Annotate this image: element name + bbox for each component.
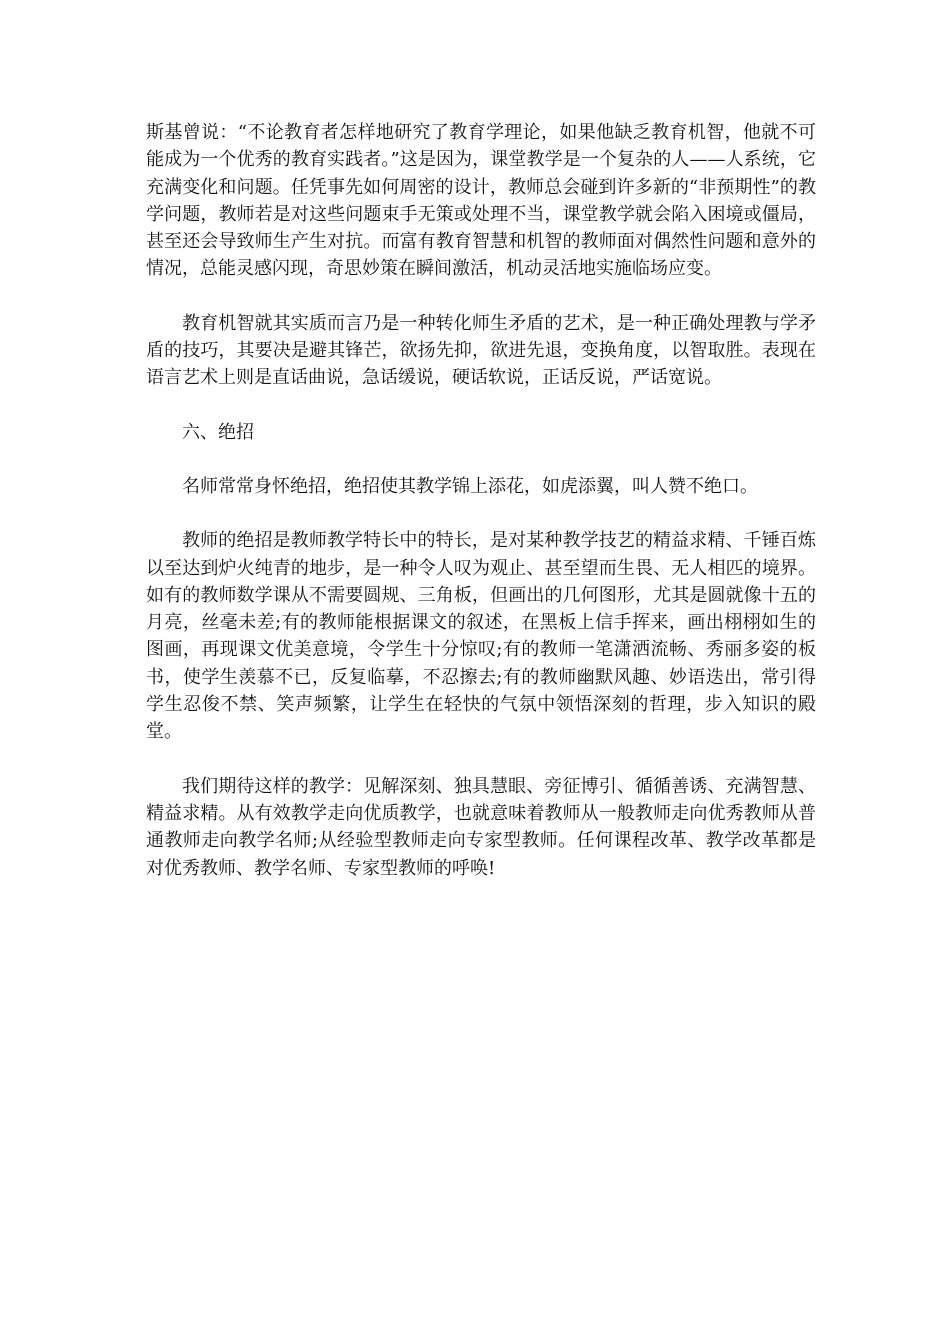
paragraph-education-tact-essence: 教育机智就其实质而言乃是一种转化师生矛盾的艺术，是一种正确处理教与学矛盾的技巧，其要决是避其锋芒，欲扬先抑，欲进先退，变换角度，以智取胜。表现在语言艺术上则是直话曲说，急话缓说，硬话软说，正话反说，严话宽说。 xyxy=(146,312,816,389)
paragraph-unique-skills-intro: 名师常常身怀绝招，绝招使其教学锦上添花，如虎添翼，叫人赞不绝口。 xyxy=(182,475,758,497)
paragraph-education-tact-quote: 斯基曾说：“不论教育者怎样地研究了教育学理论，如果他缺乏教育机智，他就不可能成为一个优秀的教育实践者。”这是因为，课堂教学是一个复杂的人——人系统，它充满变化和问题。任凭事先如何周密的设计，教师总会碰到许多新的“非预期性”的教学问题，教师若是对这些问题束手无策或处理不当，课堂教学就会陷入困境或僵局，甚至还会导致师生产生对抗。而富有教育智慧和机智的教师面对偶然性问题和意外的情况，总能灵感闪现，奇思妙策在瞬间激活，机动灵活地实施临场应变。 xyxy=(146,122,816,280)
paragraph-expected-teaching: 我们期待这样的教学：见解深刻、独具慧眼、旁征博引、循循善诱、充满智慧、精益求精。从有效教学走向优质教学，也就意味着教师从一般教师走向优秀教师从普通教师走向教学名师;从经验型教师走向专家型教师。任何课程改革、教学改革都是对优秀教师、教学名师、专家型教师的呼唤! xyxy=(146,775,816,879)
document-body xyxy=(146,119,816,909)
section-heading-unique-skills: 六、绝招 xyxy=(182,421,254,443)
paragraph-unique-skills-examples: 教师的绝招是教师教学特长中的特长，是对某种教学技艺的精益求精、千锤百炼以至达到炉火纯青的地步，是一种令人叹为观止、甚至望而生畏、无人相匹的境界。如有的教师数学课从不需要圆规、三角板，但画出的几何图形，尤其是圆就像十五的月亮，丝毫未差;有的教师能根据课文的叙述，在黑板上信手挥来，画出栩栩如生的图画，再现课文优美意境，令学生十分惊叹;有的教师一笔潇洒流畅、秀丽多姿的板书，使学生羡慕不已，反复临摹，不忍擦去;有的教师幽默风趣、妙语迭出，常引得学生忍俊不禁、笑声频繁，让学生在轻快的气氛中领悟深刻的哲理，步入知识的殿堂。 xyxy=(146,530,816,743)
